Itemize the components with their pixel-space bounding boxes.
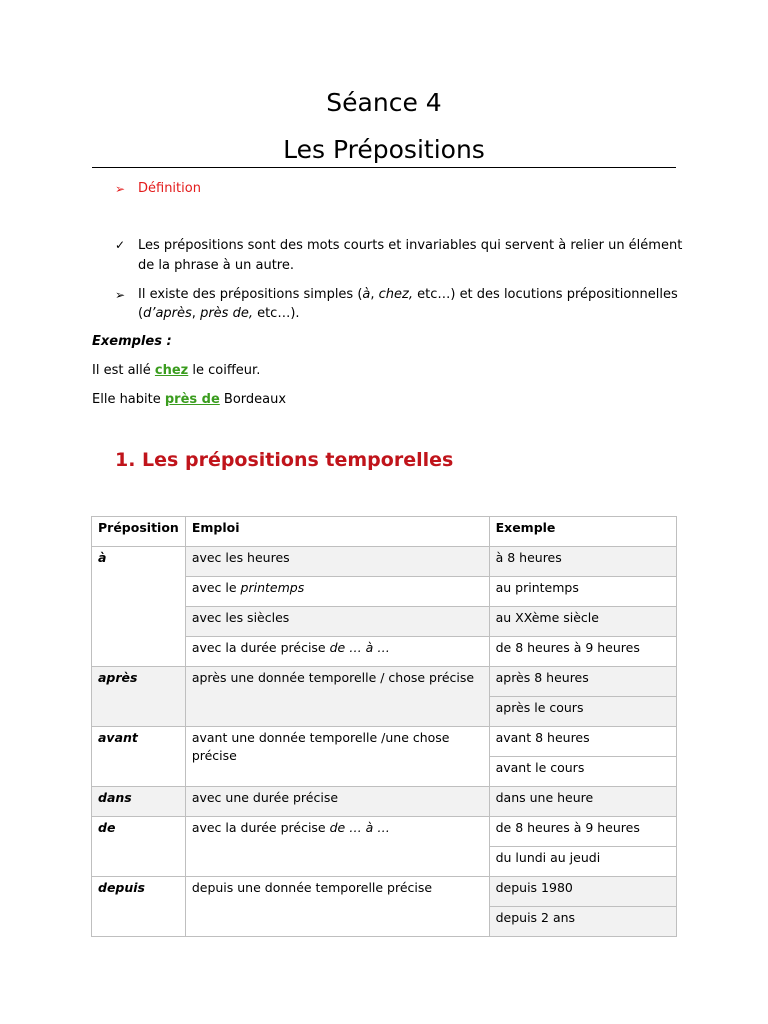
emploi-cell: depuis une donnée temporelle précise xyxy=(185,877,489,937)
prepositions-table xyxy=(91,516,677,937)
emploi-cell: avec la durée précise de … à … xyxy=(185,637,489,667)
exemple-cell: après 8 heures xyxy=(489,667,676,697)
title-divider xyxy=(92,167,676,168)
exemple-cell: au printemps xyxy=(489,577,676,607)
emploi-cell: avant une donnée temporelle /une chose précise xyxy=(185,727,489,787)
table-row xyxy=(92,727,677,757)
exemple-cell: au XXème siècle xyxy=(489,607,676,637)
table-row xyxy=(92,877,677,907)
emploi-cell: avec les heures xyxy=(185,547,489,577)
prep-de: de xyxy=(92,817,186,877)
exemple-cell: du lundi au jeudi xyxy=(489,847,676,877)
exemple-cell: avant le cours xyxy=(489,757,676,787)
table-row xyxy=(92,547,677,577)
emploi-cell: après une donnée temporelle / chose précise xyxy=(185,667,489,727)
section-title: 1. Les prépositions temporelles xyxy=(115,449,454,471)
exemple-cell: avant 8 heures xyxy=(489,727,676,757)
definition-heading: Définition xyxy=(138,181,201,196)
prep-depuis: depuis xyxy=(92,877,186,937)
emploi-cell: avec une durée précise xyxy=(185,787,489,817)
exemple-cell: dans une heure xyxy=(489,787,676,817)
table-row xyxy=(92,787,677,817)
checkmark-icon: ✓ xyxy=(115,238,126,252)
header-emploi: Emploi xyxy=(185,517,489,547)
emploi-cell: avec les siècles xyxy=(185,607,489,637)
example-1: Il est allé chez le coiffeur. xyxy=(92,363,261,378)
prep-dans: dans xyxy=(92,787,186,817)
arrow-bullet-icon: ➢ xyxy=(115,288,126,302)
prep-a: à xyxy=(92,547,186,667)
simple-prepositions-line2: (d’après, près de, etc…). xyxy=(138,306,300,321)
header-exemple: Exemple xyxy=(489,517,676,547)
exemple-cell: de 8 heures à 9 heures xyxy=(489,817,676,847)
definition-text-line1: Les prépositions sont des mots courts et invariables qui servent à relier un élément xyxy=(138,238,683,253)
table-header-row xyxy=(92,517,677,547)
prep-avant: avant xyxy=(92,727,186,787)
header-preposition: Préposition xyxy=(92,517,186,547)
emploi-cell: avec la durée précise de … à … xyxy=(185,817,489,877)
exemple-cell: depuis 2 ans xyxy=(489,907,676,937)
table-row xyxy=(92,817,677,847)
exemple-cell: après le cours xyxy=(489,697,676,727)
definition-text-line2: de la phrase à un autre. xyxy=(138,258,294,273)
simple-prepositions-line1: Il existe des prépositions simples (à, chez, etc…) et des locutions prépositionnelles xyxy=(138,287,678,302)
emploi-cell: avec le printemps xyxy=(185,577,489,607)
arrow-bullet-icon: ➢ xyxy=(115,182,126,196)
prep-apres: après xyxy=(92,667,186,727)
page-title: Séance 4 xyxy=(326,88,442,117)
exemple-cell: de 8 heures à 9 heures xyxy=(489,637,676,667)
example-2: Elle habite près de Bordeaux xyxy=(92,392,287,407)
exemple-cell: depuis 1980 xyxy=(489,877,676,907)
table-row xyxy=(92,667,677,697)
page-subtitle: Les Prépositions xyxy=(283,135,485,164)
exemple-cell: à 8 heures xyxy=(489,547,676,577)
examples-label: Exemples : xyxy=(92,334,172,349)
